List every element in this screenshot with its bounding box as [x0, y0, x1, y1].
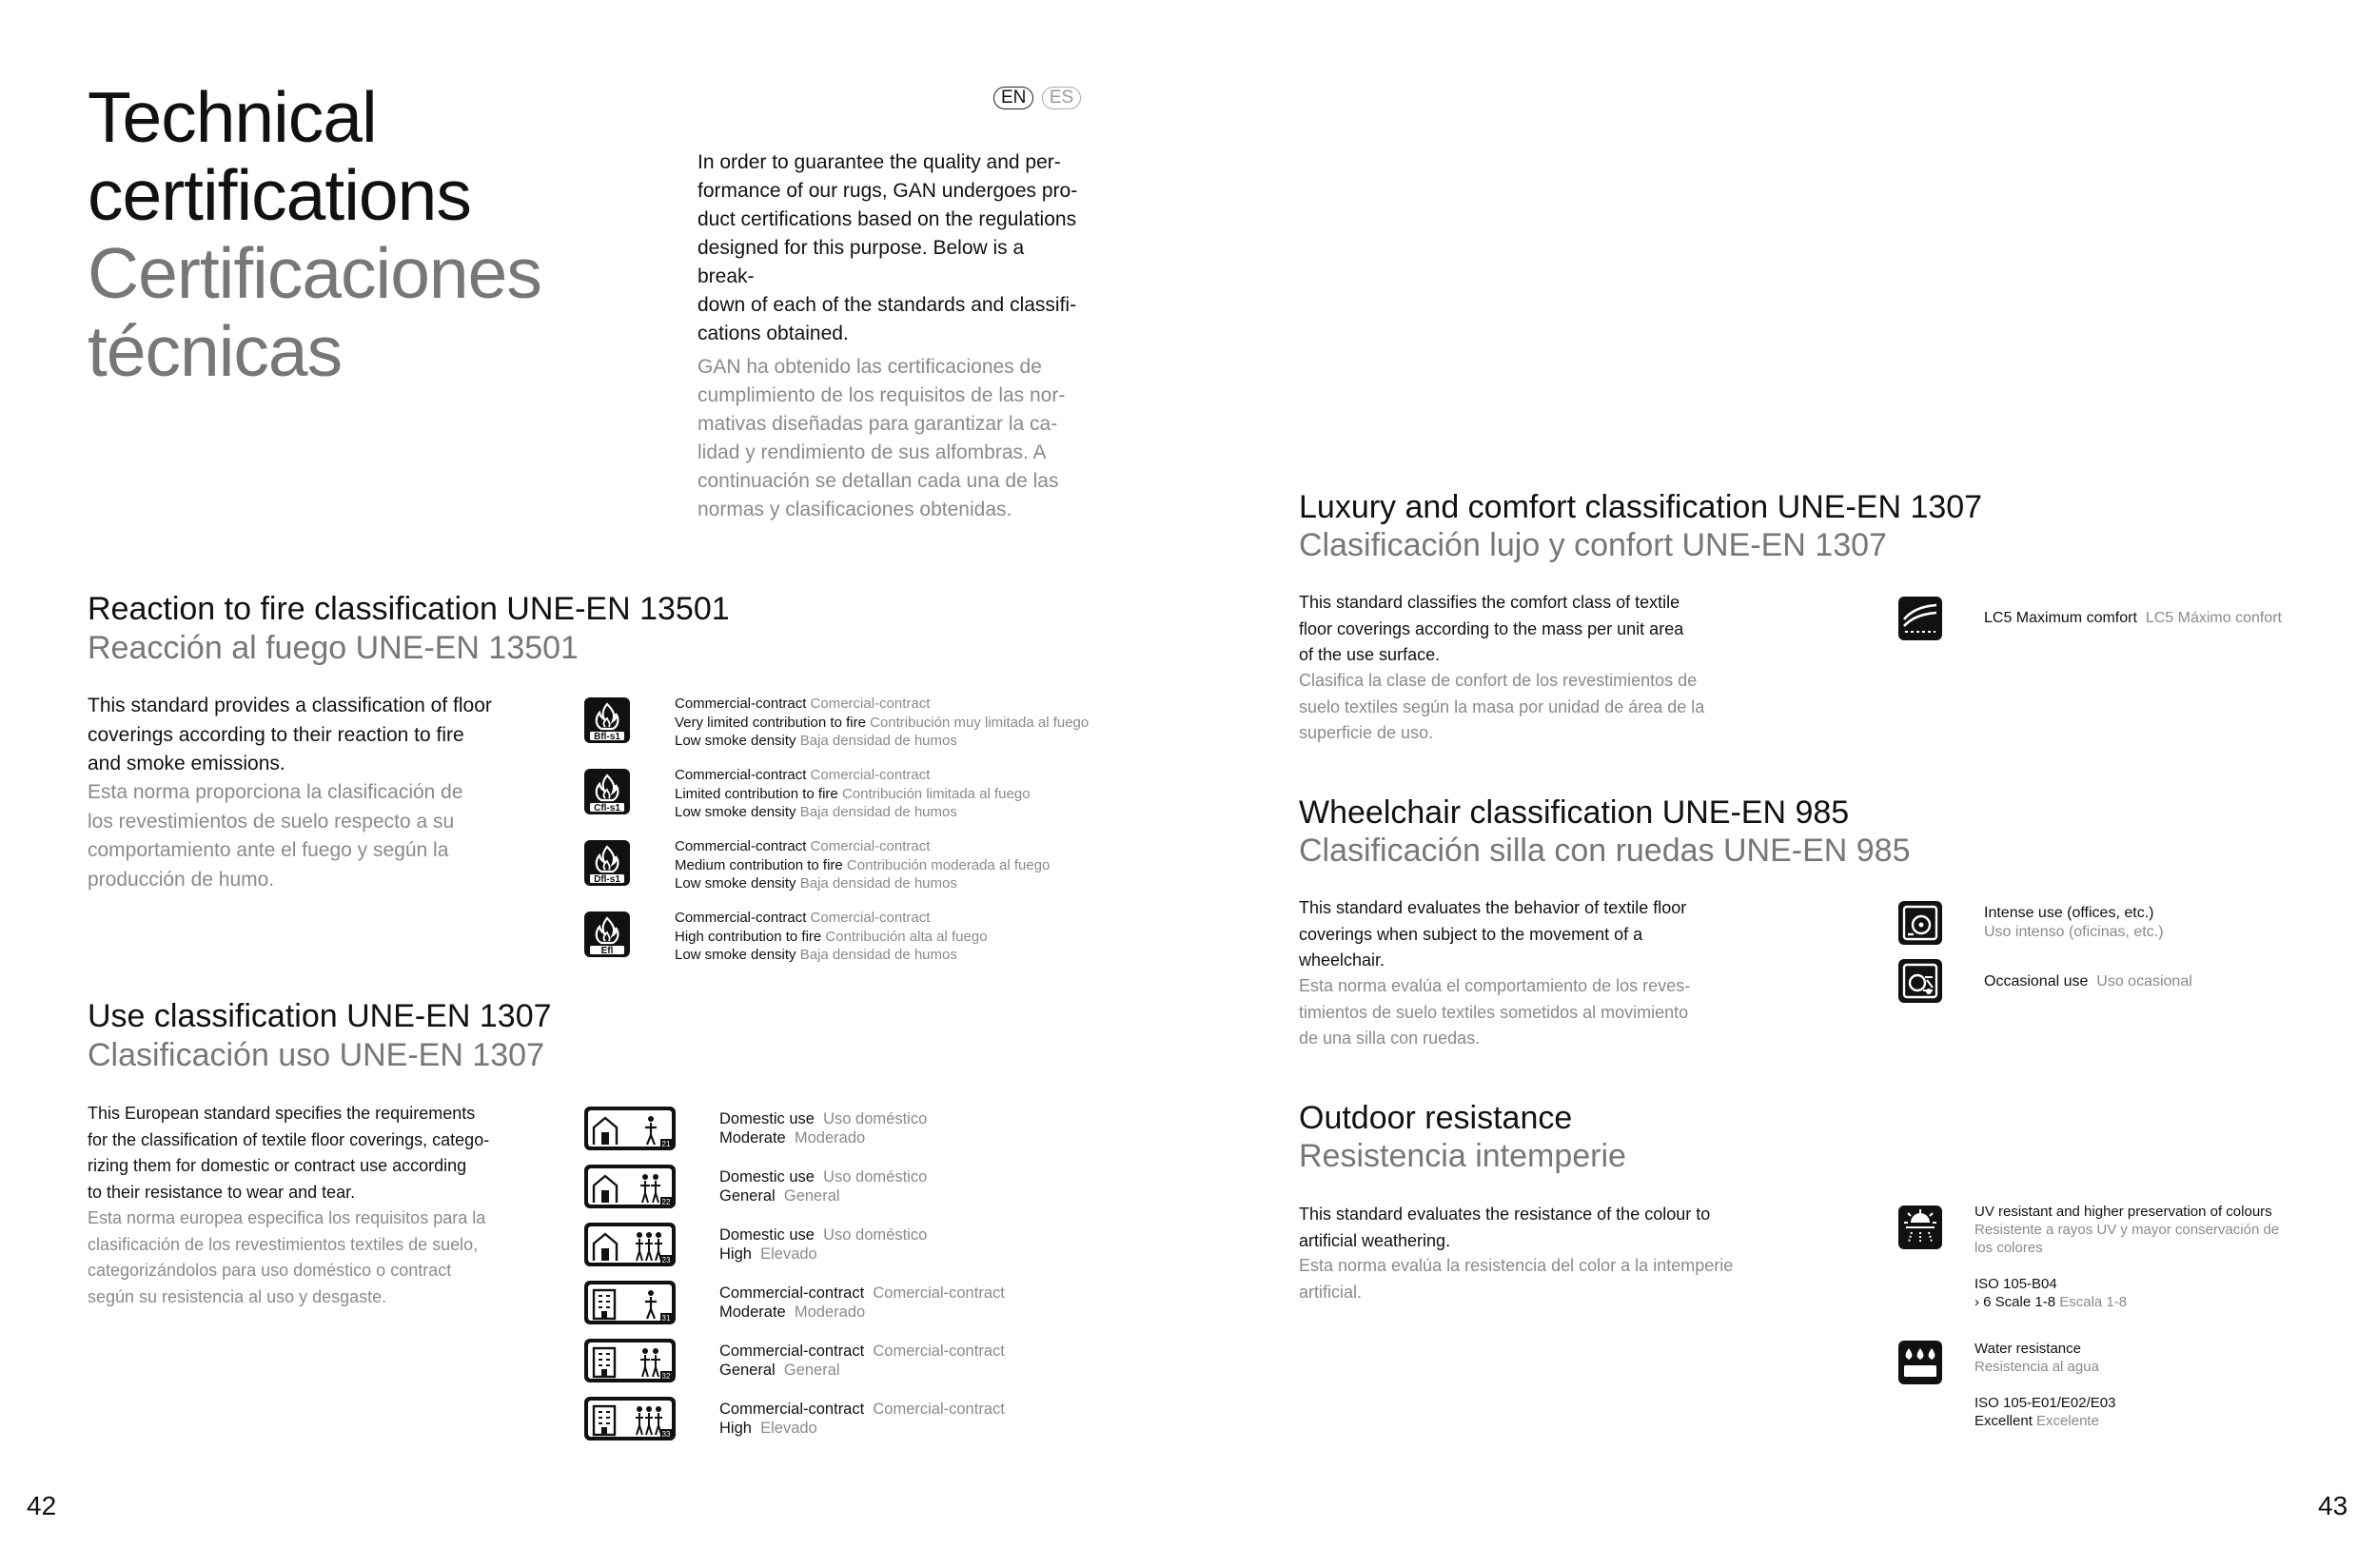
desc-line: timientos de suelo textiles sometidos al movimiento [1299, 1002, 1689, 1022]
wheelchair-description-en [1299, 895, 1746, 974]
use-item [719, 1342, 1005, 1380]
use-item-level: High [719, 1245, 752, 1263]
use-item-level: General [719, 1187, 776, 1205]
desc-line: This European standard specifies the requirements [88, 1104, 476, 1123]
intro-en-line: cations obtained. [697, 323, 849, 344]
use-item-level: General [719, 1362, 776, 1379]
fire-heading-es: Reacción al fuego UNE-EN 13501 [88, 630, 579, 666]
page-number-right: 43 [2318, 1491, 2348, 1520]
uv-sun-icon [1898, 1205, 1942, 1249]
lang-en-button[interactable]: EN [993, 87, 1033, 109]
title-es-line2: técnicas [88, 311, 343, 391]
outdoor-description-en [1299, 1202, 1765, 1254]
desc-line: producción de humo. [88, 868, 275, 891]
use-description-es [88, 1205, 544, 1310]
desc-line: los revestimientos de suelo respecto a su [88, 810, 455, 833]
use-item [719, 1284, 1005, 1322]
wheelchair-item-label-es: Uso intenso (oficinas, etc.) [1984, 924, 2164, 940]
use-item-type: Domestic use [719, 1226, 815, 1244]
use-item-type: Commercial-contract [719, 1401, 865, 1418]
intro-es-line: continuación se detallan cada una de las [697, 470, 1059, 492]
desc-line: This standard classifies the comfort class of textile [1299, 593, 1680, 612]
use-code-label: 31 [661, 1314, 671, 1323]
fire-item-contribution-es: Contribución limitada al fuego [841, 785, 1031, 802]
fire-item-smoke-es: Baja densidad de humos [799, 947, 957, 963]
fire-item-smoke: Low smoke density [675, 875, 796, 892]
water-label: Water resistance [1974, 1341, 2081, 1357]
wheelchair-intense-icon [1898, 901, 1942, 945]
page-title-es [88, 234, 541, 390]
desc-line: This standard evaluates the behavior of textile floor [1299, 898, 1687, 917]
use-item [719, 1225, 927, 1264]
fire-item-contribution: Very limited contribution to fire [675, 714, 866, 731]
desc-line: Esta norma evalúa el comportamiento de los reves- [1299, 976, 1691, 995]
desc-line: Esta norma proporciona la clasificación de [88, 781, 463, 803]
page-title [88, 78, 471, 234]
desc-line: to their resistance to wear and tear. [88, 1182, 356, 1202]
use-item-level-es: Moderado [794, 1129, 866, 1147]
wheelchair-item [1984, 972, 2192, 991]
water-drops-icon [1898, 1341, 1942, 1384]
page-number-left: 42 [27, 1491, 57, 1520]
fire-item [675, 909, 988, 965]
use-item-type: Domestic use [719, 1168, 815, 1186]
desc-line: Esta norma evalúa la resistencia del color a la intemperie [1299, 1256, 1734, 1275]
luxury-description-en [1299, 590, 1746, 669]
fire-badge-label: Dfl-s1 [594, 874, 620, 885]
fire-heading: Reaction to fire classification UNE-EN 13501 [88, 591, 730, 627]
fire-item-type-es: Comercial-contract [810, 838, 931, 854]
intro-en-line: duct certifications based on the regulations [697, 208, 1077, 230]
use-item-type-es: Uso doméstico [823, 1110, 928, 1127]
use-item-level-es: Elevado [760, 1245, 817, 1263]
water-standard-code: ISO 105-E01/E02/E03 [1974, 1395, 2116, 1411]
fire-badge-label: Efl [600, 946, 614, 956]
use-item [719, 1167, 927, 1205]
intro-es-line: cumplimiento de los requisitos de las nor- [697, 384, 1066, 406]
comfort-icon [1898, 597, 1942, 640]
desc-line: coverings according to their reaction to fire [88, 723, 464, 746]
water-grade-es: Excelente [2036, 1413, 2099, 1429]
use-item-type: Commercial-contract [719, 1284, 865, 1302]
use-item-type-es: Comercial-contract [873, 1343, 1005, 1360]
use-item-type-es: Comercial-contract [873, 1284, 1005, 1302]
use-item-level-es: General [783, 1187, 840, 1205]
uv-label-es-cont: los colores [1974, 1240, 2043, 1256]
water-grade: Excellent [1974, 1413, 2033, 1429]
use-code-label: 32 [661, 1372, 671, 1381]
fire-badge-label: Bfl-s1 [594, 732, 620, 742]
wheelchair-item-label: Intense use (offices, etc.) [1984, 905, 2154, 921]
desc-line: for the classification of textile floor coverings, catego- [88, 1129, 490, 1149]
uv-scale: › 6 Scale 1-8 [1974, 1294, 2056, 1310]
intro-en-line: formance of our rugs, GAN undergoes pro- [697, 180, 1078, 202]
fire-item-type: Commercial-contract [675, 838, 807, 854]
use-item-type: Domestic use [719, 1110, 815, 1127]
desc-line: coverings when subject to the movement of a [1299, 924, 1643, 944]
desc-line: artificial. [1299, 1282, 1363, 1302]
intro-es-line: lidad y rendimiento de sus alfombras. A [697, 441, 1047, 463]
fire-item-smoke-es: Baja densidad de humos [799, 733, 957, 749]
uv-scale-es: Escala 1-8 [2059, 1294, 2128, 1310]
fire-item-smoke: Low smoke density [675, 947, 796, 963]
use-code-label: 22 [661, 1198, 671, 1206]
fire-item [675, 766, 1031, 822]
intro-es-line: GAN ha obtenido las certificaciones de [697, 356, 1042, 378]
use-item [719, 1109, 927, 1147]
desc-line: artificial weathering. [1299, 1230, 1451, 1250]
desc-line: Clasifica la clase de confort de los revestimientos de [1299, 671, 1698, 690]
fire-badge-label: Cfl-s1 [594, 803, 620, 813]
luxury-description-es [1299, 668, 1746, 747]
water-label-es: Resistencia al agua [1974, 1359, 2099, 1375]
title-es-line1: Certificaciones [88, 233, 541, 313]
uv-label: UV resistant and higher preservation of colours [1974, 1204, 2272, 1220]
desc-line: rizing them for domestic or contract use according [88, 1156, 467, 1175]
comfort-item-label-es: LC5 Máximo confort [2145, 610, 2282, 626]
desc-line: This standard evaluates the resistance of the colour to [1299, 1205, 1711, 1224]
use-item [719, 1400, 1005, 1438]
desc-line: This standard provides a classification of floor [88, 695, 492, 716]
fire-item-type: Commercial-contract [675, 696, 807, 712]
title-en-line1: Technical [88, 77, 377, 157]
desc-line: superficie de uso. [1299, 723, 1434, 742]
desc-line: clasificación de los revestimientos textiles de suelo, [88, 1234, 479, 1254]
wheelchair-item [1984, 904, 2164, 942]
use-code-label: 21 [661, 1140, 671, 1148]
comfort-item-label: LC5 Maximum comfort [1984, 610, 2137, 626]
fire-item-contribution: Medium contribution to fire [675, 856, 843, 873]
use-description-en [88, 1101, 544, 1205]
desc-line: and smoke emissions. [88, 753, 285, 774]
desc-line: floor coverings according to the mass per unit area [1299, 618, 1684, 638]
fire-item-contribution-es: Contribución moderada al fuego [846, 856, 1051, 873]
fire-item-smoke: Low smoke density [675, 804, 796, 820]
uv-standard-code: ISO 105-B04 [1974, 1276, 2057, 1292]
desc-line: of the use surface. [1299, 645, 1441, 664]
water-standard [1974, 1394, 2115, 1430]
luxury-heading-es: Clasificación lujo y confort UNE-EN 1307 [1299, 527, 1887, 563]
title-en-line2: certifications [88, 155, 471, 235]
outdoor-description-es [1299, 1253, 1765, 1305]
desc-line: según su resistencia al uso y desgaste. [88, 1286, 387, 1306]
desc-line: suelo textiles según la masa por unidad de área de la [1299, 696, 1705, 716]
fire-item-type-es: Comercial-contract [810, 910, 931, 926]
intro-es-line: normas y clasificaciones obtenidas. [697, 499, 1012, 520]
intro-en-line: In order to guarantee the quality and per- [697, 151, 1061, 173]
use-heading: Use classification UNE-EN 1307 [88, 998, 552, 1034]
use-code-label: 23 [661, 1256, 671, 1264]
fire-item [675, 837, 1050, 893]
use-item-level-es: General [783, 1362, 840, 1379]
intro-en-line: down of each of the standards and classifi- [697, 294, 1077, 316]
use-item-level: Moderate [719, 1303, 786, 1321]
use-item-type-es: Uso doméstico [823, 1226, 928, 1244]
fire-item-type-es: Comercial-contract [810, 767, 931, 783]
intro-en-line: designed for this purpose. Below is a break- [697, 237, 1025, 287]
fire-item-type-es: Comercial-contract [810, 696, 931, 712]
water-item [1974, 1340, 2099, 1376]
wheelchair-heading-es: Clasificación silla con ruedas UNE-EN 985 [1299, 833, 1911, 869]
desc-line: Esta norma europea especifica los requisitos para la [88, 1208, 486, 1227]
desc-line: wheelchair. [1299, 951, 1385, 970]
outdoor-heading: Outdoor resistance [1299, 1100, 1573, 1136]
fire-description-en [88, 692, 506, 779]
fire-item-contribution: Limited contribution to fire [675, 785, 838, 802]
fire-item-type: Commercial-contract [675, 767, 807, 783]
fire-item-contribution-es: Contribución muy limitada al fuego [870, 714, 1090, 731]
desc-line: de una silla con ruedas. [1299, 1029, 1481, 1048]
uv-standard [1974, 1275, 2127, 1311]
wheelchair-description-es [1299, 973, 1746, 1052]
intro-en [697, 148, 1086, 348]
fire-item-type: Commercial-contract [675, 910, 807, 926]
fire-description-es [88, 778, 506, 894]
intro-es [697, 353, 1086, 524]
fire-item-smoke: Low smoke density [675, 733, 796, 749]
luxury-heading: Luxury and comfort classification UNE-EN 1307 [1299, 489, 1983, 525]
fire-item-smoke-es: Baja densidad de humos [799, 804, 957, 820]
uv-item [1974, 1203, 2279, 1257]
comfort-item [1984, 609, 2282, 628]
fire-item-smoke-es: Baja densidad de humos [799, 875, 957, 892]
desc-line: categorizándolos para uso doméstico o contract [88, 1261, 452, 1280]
uv-label-es: Resistente a rayos UV y mayor conservación de [1974, 1222, 2280, 1238]
wheelchair-occasional-icon [1898, 959, 1942, 1003]
wheelchair-heading: Wheelchair classification UNE-EN 985 [1299, 794, 1850, 831]
use-item-type: Commercial-contract [719, 1343, 865, 1360]
fire-item [675, 695, 1089, 751]
use-heading-es: Clasificación uso UNE-EN 1307 [88, 1037, 544, 1073]
use-item-type-es: Uso doméstico [823, 1168, 928, 1186]
wheelchair-item-label: Occasional use [1984, 973, 2089, 990]
fire-item-contribution-es: Contribución alta al fuego [825, 928, 988, 945]
language-switcher [990, 87, 1081, 109]
fire-item-contribution: High contribution to fire [675, 928, 822, 945]
use-item-type-es: Comercial-contract [873, 1401, 1005, 1418]
use-code-label: 33 [661, 1430, 671, 1439]
wheelchair-item-label-es: Uso ocasional [2096, 973, 2192, 990]
use-item-level: Moderate [719, 1129, 786, 1147]
use-item-level-es: Elevado [760, 1420, 817, 1437]
use-item-level-es: Moderado [794, 1303, 866, 1321]
intro-es-line: mativas diseñadas para garantizar la ca- [697, 413, 1058, 435]
use-item-level: High [719, 1420, 752, 1437]
outdoor-heading-es: Resistencia intemperie [1299, 1138, 1626, 1174]
lang-es-button[interactable]: ES [1042, 87, 1081, 109]
desc-line: comportamiento ante el fuego y según la [88, 839, 449, 861]
